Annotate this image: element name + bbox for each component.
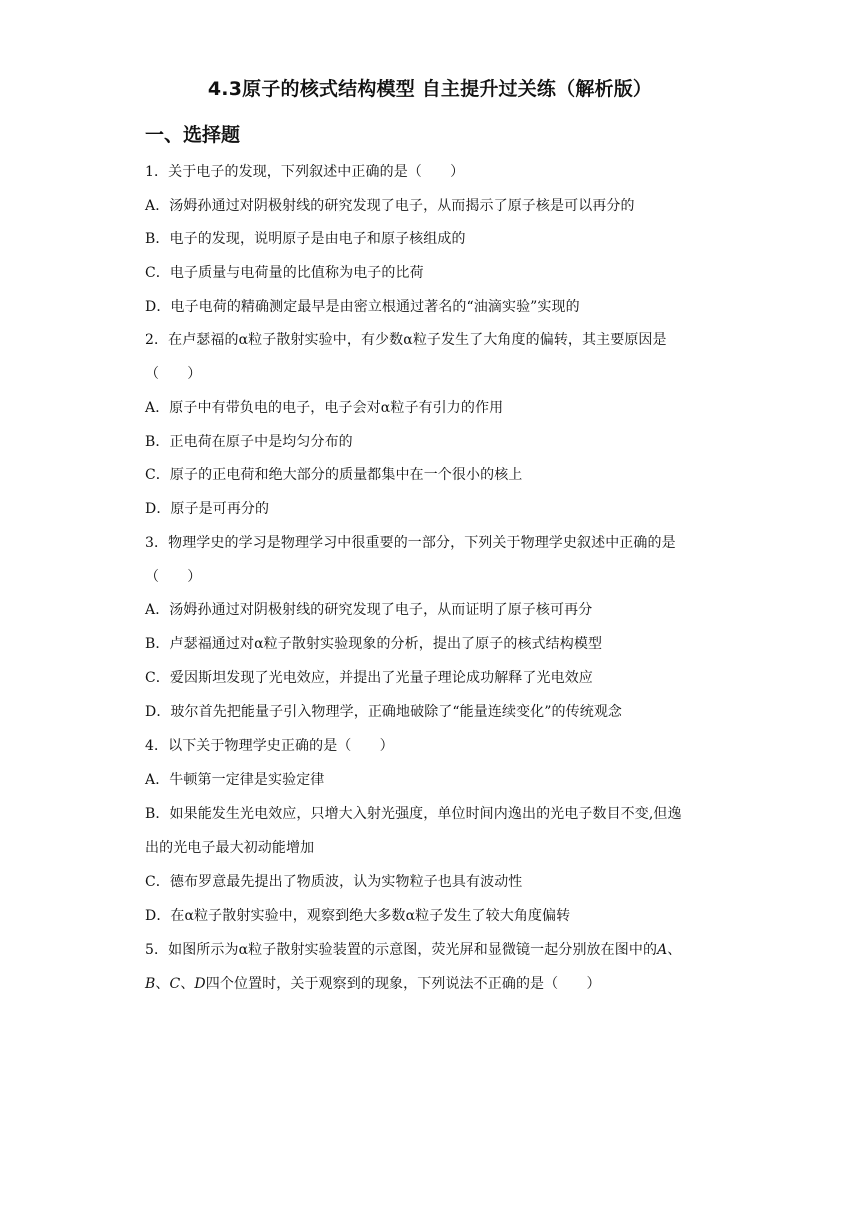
separator: 、 [155,976,170,992]
question-2-option-d: D．原子是可再分的 [145,501,270,517]
question-5-stem [145,940,681,960]
question-1-option-b: B．电子的发现，说明原子是由电子和原子核组成的 [145,231,466,247]
question-4-stem: 4．以下关于物理学史正确的是（ ） [145,738,394,754]
position-label-a: A [657,942,668,958]
question-3-option-d: D．玻尔首先把能量子引入物理学，正确地破除了“能量连续变化”的传统观念 [145,704,623,720]
question-3-option-a: A．汤姆孙通过对阴极射线的研究发现了电子，从而证明了原子核可再分 [145,602,593,618]
question-1-option-c: C．电子质量与电荷量的比值称为电子的比荷 [145,265,424,281]
question-4-option-b-cont: 出的光电子最大初动能增加 [145,840,315,856]
position-label-b: B [145,976,156,992]
question-4-option-c: C．德布罗意最先提出了物质波，认为实物粒子也具有波动性 [145,874,523,890]
separator: 、 [667,942,682,958]
position-label-c: C [169,976,181,992]
question-2-option-c: C．原子的正电荷和绝大部分的质量都集中在一个很小的核上 [145,467,523,483]
section-heading: 一、选择题 [145,124,241,146]
question-2-stem: 2．在卢瑟福的α粒子散射实验中，有少数α粒子发生了大角度的偏转，其主要原因是 [145,332,667,348]
question-4-option-b: B．如果能发生光电效应，只增大入射光强度，单位时间内逸出的光电子数目不变,但逸 [145,806,682,822]
question-4-option-a: A．牛顿第一定律是实验定律 [145,772,325,788]
question-2-stem-cont: （ ） [145,366,202,382]
question-5-stem-cont [145,974,601,994]
question-1-option-a: A．汤姆孙通过对阴极射线的研究发现了电子，从而揭示了原子核是可以再分的 [145,198,635,214]
question-3-stem-cont: （ ） [145,569,202,585]
question-5-stem-end: 四个位置时，关于观察到的现象，下列说法不正确的是（ ） [205,976,601,992]
question-2-option-b: B．正电荷在原子中是均匀分布的 [145,434,353,450]
question-1-stem: 1．关于电子的发现，下列叙述中正确的是（ ） [145,164,465,180]
separator: 、 [180,976,195,992]
question-3-stem: 3．物理学史的学习是物理学习中很重要的一部分，下列关于物理学史叙述中正确的是 [145,535,676,551]
question-3-option-b: B．卢瑟福通过对α粒子散射实验现象的分析，提出了原子的核式结构模型 [145,636,603,652]
position-label-d: D [194,976,206,992]
question-3-option-c: C．爱因斯坦发现了光电效应，并提出了光量子理论成功解释了光电效应 [145,670,593,686]
question-5-stem-text: 5．如图所示为α粒子散射实验装置的示意图，荧光屏和显微镜一起分别放在图中的 [145,942,658,958]
document-title: 4.3原子的核式结构模型 自主提升过关练（解析版） [207,78,653,100]
question-4-option-d: D．在α粒子散射实验中，观察到绝大多数α粒子发生了较大角度偏转 [145,908,571,924]
question-2-option-a: A．原子中有带负电的电子，电子会对α粒子有引力的作用 [145,400,504,416]
question-1-option-d: D．电子电荷的精确测定最早是由密立根通过著名的“油滴实验”实现的 [145,299,580,315]
